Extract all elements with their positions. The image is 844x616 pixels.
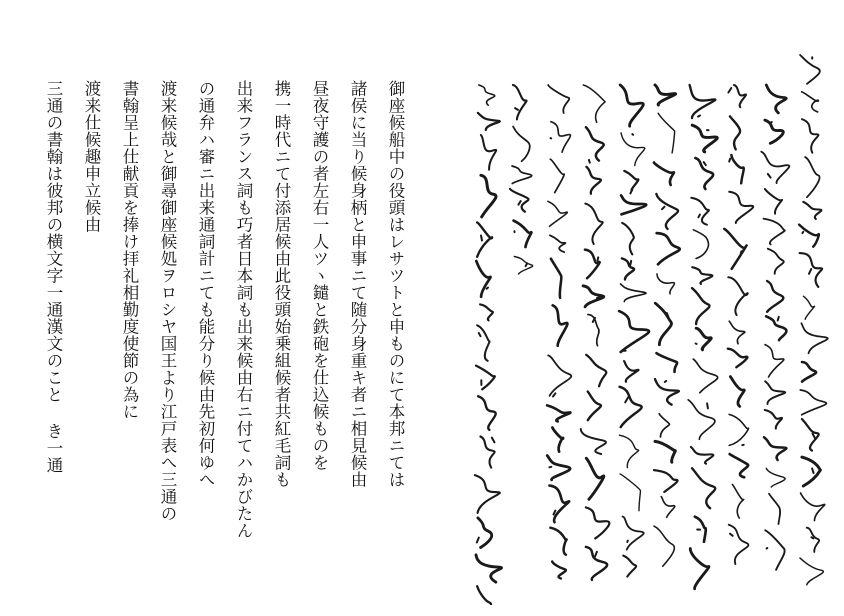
brush-glyph-c2-6 [768,249,784,274]
brush-dot-c1-7 [809,269,811,274]
brush-glyph-c2-10 [765,381,785,404]
brush-dot-c8-12 [554,511,556,515]
brush-glyph-c7-1 [583,85,605,122]
brush-glyph-c9-4 [510,189,529,212]
brush-glyph-c5-14 [654,526,674,566]
brush-glyph-c10-7 [480,304,493,320]
brush-glyph-c2-9 [765,345,784,377]
brush-dot-c4-4 [698,215,700,218]
brush-dot-c2-2 [770,122,772,123]
brush-glyph-c1-9 [801,323,827,353]
brush-glyph-c1-15 [807,528,819,552]
brush-dot-c4-10 [707,403,708,408]
brush-dot-c7-13 [595,552,597,557]
brush-glyph-c8-7 [553,305,568,345]
brush-glyph-c2-8 [766,316,786,340]
brush-glyph-c2-4 [765,189,782,214]
brush-glyph-c6-1 [620,85,643,126]
brush-dot-c1-13 [812,468,814,473]
brush-glyph-c1-1 [800,55,820,84]
brush-glyph-c7-12 [586,507,609,538]
brush-glyph-c1-13 [802,457,821,486]
brush-glyph-c10-12 [475,475,500,513]
brush-glyph-c10-14 [476,555,502,582]
brush-glyph-c4-9 [693,359,717,393]
brush-glyph-c5-1 [655,85,676,105]
brush-glyph-c10-3 [481,135,496,170]
brush-glyph-c2-5 [764,219,785,245]
brush-glyph-c1-5 [803,202,821,219]
brush-glyph-c5-6 [657,274,674,294]
brush-glyph-c3-10 [729,414,748,445]
brush-glyph-c3-4 [729,192,753,223]
brush-glyph-c3-11 [730,454,748,477]
brush-glyph-c6-11 [619,435,638,467]
brush-glyph-c6-8 [619,311,649,352]
brush-glyph-c10-2 [478,113,500,130]
brush-dot-c1-15 [811,537,813,538]
brush-glyph-c10-5 [477,222,492,256]
transcription-line-2: 諸侯に当り候身柄と申事ニて随分身重キ者ニ相見候由 [348,80,367,488]
brush-glyph-c4-5 [693,230,708,259]
brush-glyph-c6-14 [623,556,636,577]
transcription-line-8: 書翰呈上仕献貢を捧け拝礼相勤度使節の為に [120,80,139,420]
brush-dot-c2-15 [767,548,768,549]
brush-glyph-c2-1 [766,85,786,113]
brush-glyph-c2-7 [767,281,783,312]
brush-glyph-c7-3 [586,167,600,194]
brush-dot-c3-1 [728,88,731,93]
brush-glyph-c5-9 [655,379,679,405]
brush-glyph-c3-8 [728,349,748,368]
brush-glyph-c4-2 [692,125,717,152]
brush-glyph-c6-13 [623,517,644,550]
brush-glyph-c8-3 [550,159,564,192]
brush-dot-c5-4 [662,207,665,210]
brush-glyph-c10-1 [479,85,495,105]
brush-glyph-c10-15 [477,586,491,605]
brush-glyph-c4-14 [690,549,709,589]
brush-dot-c8-11 [549,467,551,468]
brush-dot-c6-6 [630,261,631,265]
brush-glyph-c8-2 [551,122,571,153]
typed-transcription [40,80,440,596]
brush-dot-c6-2 [632,134,633,135]
brush-glyph-c2-13 [766,468,785,487]
brush-glyph-c4-12 [692,468,715,508]
brush-dot-c9-6 [526,263,528,266]
transcription-line-5: 出来フランス詞も巧者日本詞も出来候由右ニ付てハかびたん [234,80,253,539]
transcription-line-10: 三通の書翰は彼邦の横文字一通漢文のこと き一通 [44,80,63,474]
brush-glyph-c6-3 [624,171,638,190]
brush-glyph-c3-1 [734,85,746,107]
brush-glyph-c10-4 [481,175,496,217]
brush-glyph-c6-5 [622,223,634,255]
brush-glyph-c1-4 [805,157,819,197]
brush-glyph-c7-10 [581,429,606,454]
brush-glyph-c6-7 [621,284,646,302]
brush-dot-c7-2 [589,160,590,163]
brush-dot-c1-6 [802,232,803,233]
brush-dot-c2-8 [778,317,779,321]
brush-glyph-c9-2 [513,127,530,162]
brush-dot-c9-1 [515,108,518,110]
brush-glyph-c6-9 [624,361,638,382]
brush-glyph-c10-10 [478,396,496,430]
brush-glyph-c8-6 [551,259,561,298]
brush-glyph-c4-6 [692,267,712,284]
brush-glyph-c8-10 [552,428,563,452]
brush-dot-c10-6 [487,288,488,289]
brush-glyph-c3-6 [728,277,747,315]
brush-glyph-c9-1 [513,85,527,119]
brush-dot-c10-5 [481,236,482,241]
brush-dot-c10-13 [477,538,479,543]
brush-glyph-c5-5 [657,233,680,264]
transcription-line-1: 御座候船中の役頭はレサツトと申ものにて本邦ニては [386,80,405,488]
brush-glyph-c9-3 [512,166,532,184]
brush-glyph-c3-12 [732,485,743,519]
transcription-line-4: 携一時代ニて付添居候由此役頭始乗組候者共紅毛詞も [272,80,291,488]
brush-glyph-c8-1 [548,85,569,113]
brush-dot-c3-5 [740,251,741,256]
brush-glyph-c5-8 [657,353,678,372]
brush-glyph-c7-2 [586,127,604,160]
brush-glyph-c5-4 [656,194,678,229]
brush-glyph-c1-10 [802,362,816,382]
brush-glyph-c5-7 [655,303,671,345]
brush-dot-c10-8 [479,333,481,336]
brush-glyph-c6-4 [621,196,646,215]
brush-dot-c3-13 [730,534,733,536]
brush-glyph-c10-8 [477,325,489,361]
brush-dot-c1-12 [813,434,816,439]
brush-glyph-c1-16 [800,558,823,585]
brush-glyph-c5-10 [659,414,669,437]
brush-glyph-c5-2 [658,113,674,153]
brush-glyph-c1-8 [804,296,815,319]
brush-glyph-c6-10 [620,387,642,427]
brush-glyph-c3-3 [731,155,743,183]
brush-glyph-c8-5 [550,235,566,252]
brush-glyph-c9-6 [514,257,532,275]
transcription-line-7: 渡来候哉と御尋御座候処ヲロシヤ国王より江戸表へ三通の [158,80,177,522]
brush-glyph-c4-4 [691,198,709,225]
brush-glyph-c8-12 [550,486,570,523]
transcription-line-9: 渡来仕候趣申立候由 [82,80,101,233]
manuscript-calligraphy [455,45,840,605]
brush-glyph-c8-14 [552,562,566,579]
brush-glyph-c9-5 [514,221,532,247]
brush-glyph-c3-13 [729,525,749,564]
brush-glyph-c10-6 [476,261,490,297]
brush-dot-c10-11 [492,438,495,443]
brush-glyph-c5-3 [654,163,674,186]
brush-dot-c6-13 [627,541,628,542]
brush-glyph-c4-11 [691,447,713,464]
brush-glyph-c4-8 [696,328,711,350]
brush-glyph-c7-4 [585,204,602,244]
brush-glyph-c2-15 [765,530,784,570]
brush-glyph-c8-8 [548,355,571,395]
brush-dot-c4-3 [704,162,706,165]
brush-glyph-c3-7 [729,321,745,344]
brush-dot-c8-8 [553,393,555,396]
brush-glyph-c6-6 [622,258,634,279]
brush-glyph-c7-8 [586,355,606,387]
brush-glyph-c1-3 [802,119,818,153]
brush-glyph-c8-9 [547,405,570,421]
brush-glyph-c7-6 [583,286,604,307]
brush-glyph-c1-12 [802,419,819,451]
brush-glyph-c10-9 [476,366,495,390]
brush-dot-c4-1 [698,116,700,117]
transcription-line-6: の通弁ハ審ニ出来通詞計ニても能分り候由先初何ゆへ [196,80,215,488]
brush-glyph-c2-14 [769,494,780,524]
brush-glyph-c10-11 [480,437,494,468]
brush-dot-c6-10 [625,397,628,402]
brush-glyph-c5-13 [661,497,675,518]
handwritten-manuscript [455,45,840,605]
brush-glyph-c3-2 [730,116,740,149]
brush-glyph-c2-2 [765,120,783,143]
brush-glyph-c8-13 [550,528,566,555]
brush-glyph-c3-5 [724,229,746,269]
brush-dot-c9-4 [518,201,520,205]
brush-glyph-c6-2 [621,133,645,166]
brush-glyph-c3-9 [730,377,744,407]
brush-glyph-c8-4 [548,201,568,226]
brush-glyph-c2-12 [764,437,786,460]
brush-glyph-c4-1 [690,85,716,118]
brush-glyph-c1-11 [800,390,826,415]
brush-glyph-c1-2 [802,92,819,112]
brush-glyph-c7-5 [585,250,600,279]
brush-glyph-c2-3 [761,152,789,183]
brush-dot-c7-6 [597,297,600,298]
brush-glyph-c7-9 [588,392,601,421]
brush-glyph-c4-10 [688,400,715,440]
brush-dot-c7-5 [598,257,599,260]
brush-glyph-c6-12 [620,474,640,511]
transcription-line-3: 昼夜守護の者左右一人ツヽ鑓と鉄砲を仕込候ものを [310,80,329,471]
brush-glyph-c4-7 [692,288,710,324]
brush-dot-c3-3 [729,159,730,162]
brush-glyph-c1-6 [799,225,819,247]
brush-dot-c2-3 [768,174,771,178]
brush-glyph-c5-12 [654,470,678,492]
brush-dot-c5-9 [665,381,666,382]
brush-glyph-c10-13 [478,518,492,548]
brush-glyph-c5-11 [655,441,675,462]
brush-glyph-c7-11 [586,458,604,499]
brush-glyph-c2-11 [765,410,782,429]
brush-glyph-c1-14 [801,493,825,521]
